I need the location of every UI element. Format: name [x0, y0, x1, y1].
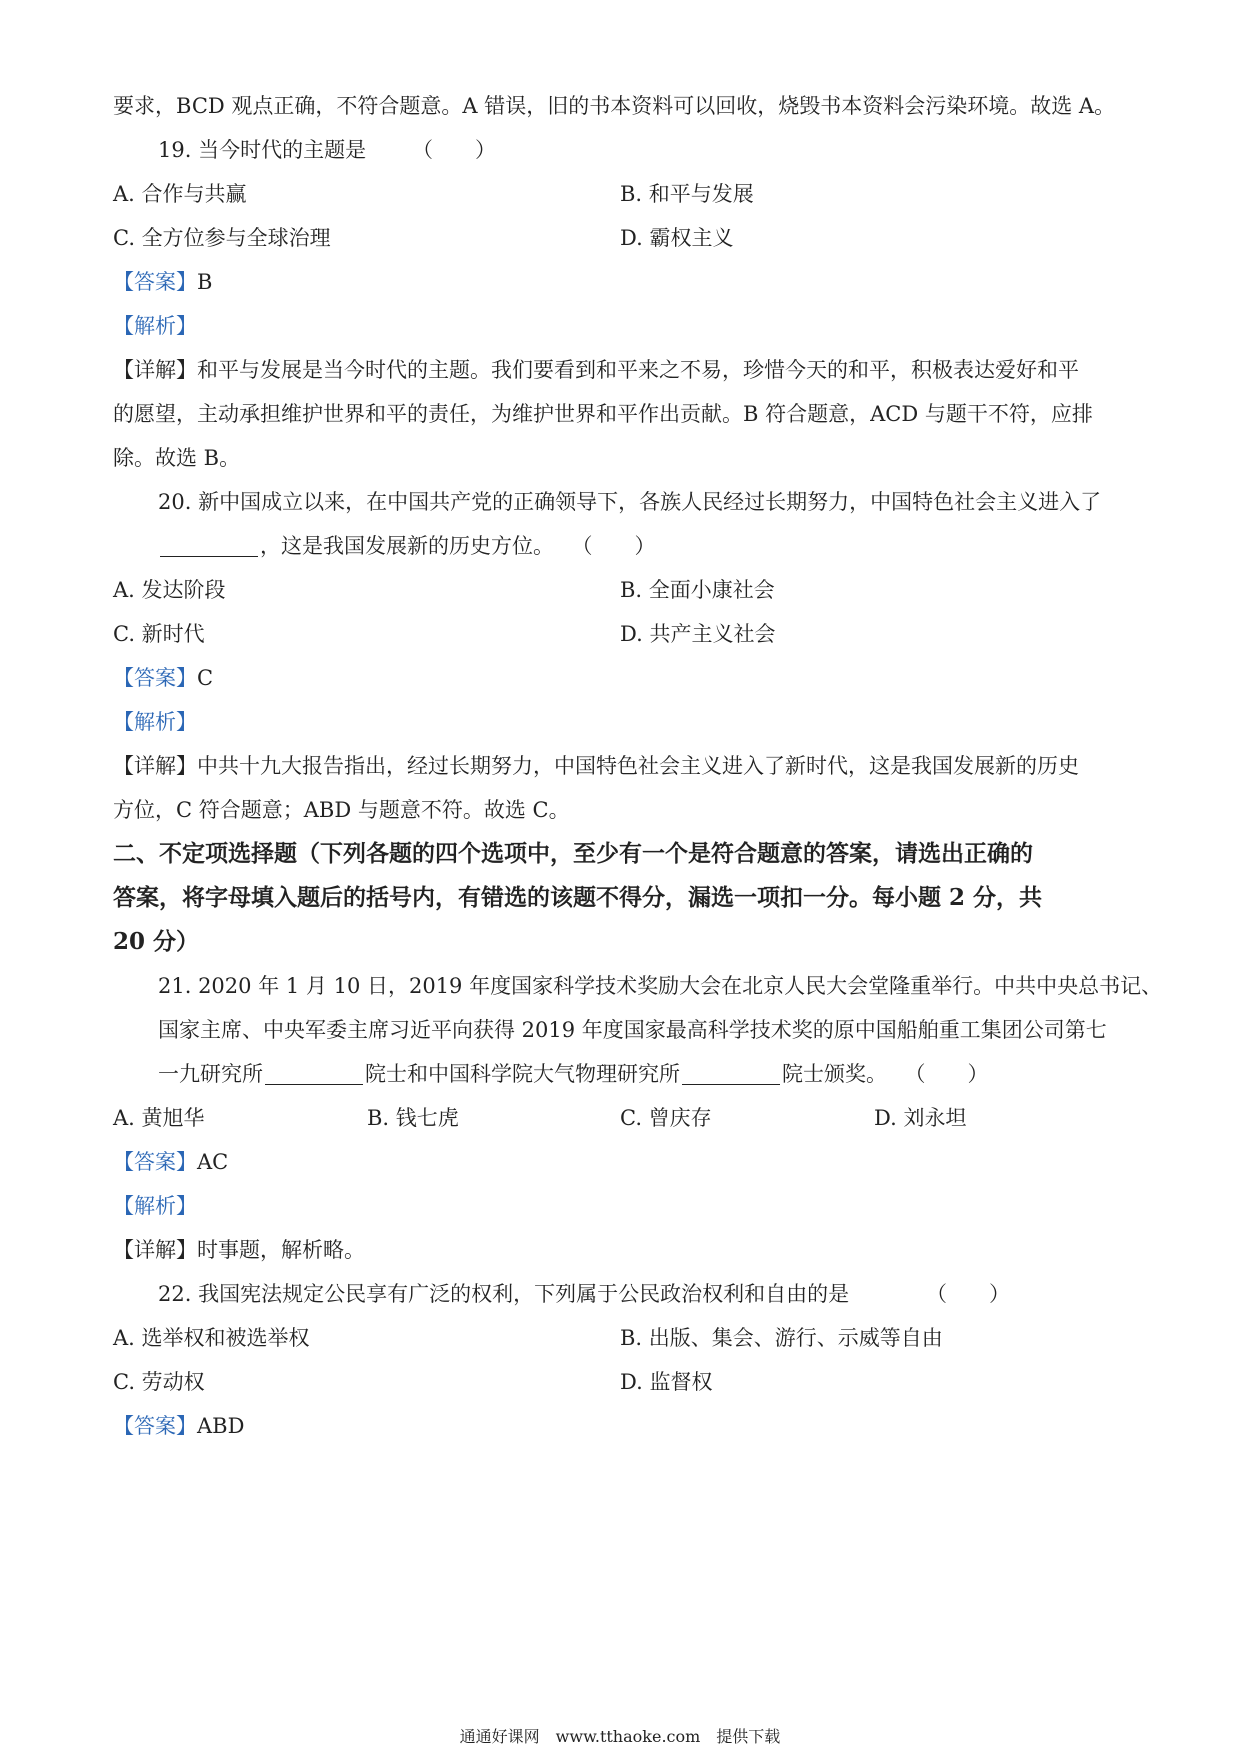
option-d: D. 霸权主义 [620, 226, 734, 250]
question-22-stem [0, 1272, 1240, 1316]
option-d: D. 监督权 [620, 1370, 713, 1394]
option-c: C. 劳动权 [113, 1370, 205, 1394]
section-heading-text: 二、不定项选择题（下列各题的四个选项中，至少有一个是符合题意的答案，请选出正确的 [113, 840, 1033, 867]
detail-text: 中共十九大报告指出，经过长期努力，中国特色社会主义进入了新时代，这是我国发展新的历史 [197, 754, 1079, 778]
analysis-label: 【解析】 [113, 314, 197, 338]
analysis-line [0, 700, 1240, 744]
option-c: C. 全方位参与全球治理 [113, 226, 331, 250]
detail-line [0, 348, 1240, 392]
answer-line [0, 1404, 1240, 1448]
question-text: 一九研究所 [158, 1062, 263, 1086]
option-a: A. 黄旭华 [113, 1106, 205, 1130]
option-b: B. 出版、集会、游行、示威等自由 [620, 1326, 943, 1350]
options-row [0, 1360, 1240, 1404]
detail-text: 除。故选 B。 [113, 446, 241, 470]
question-21-stem [0, 1008, 1240, 1052]
section-heading [0, 832, 1240, 876]
detail-label: 【详解】 [113, 358, 197, 382]
analysis-line [0, 1184, 1240, 1228]
analysis-label: 【解析】 [113, 710, 197, 734]
fill-blank [265, 1064, 363, 1085]
question-text: 国家主席、中央军委主席习近平向获得 2019 年度国家最高科学技术奖的原中国船舶重工集团公司第七 [158, 1018, 1107, 1042]
answer-label: 【答案】 [113, 1414, 197, 1438]
fill-blank [682, 1064, 780, 1085]
options-row [0, 172, 1240, 216]
section-heading-text: 答案，将字母填入题后的括号内，有错选的该题不得分，漏选一项扣一分。每小题 2 分，共 [113, 884, 1043, 911]
option-b: B. 和平与发展 [620, 182, 754, 206]
question-19-stem [0, 128, 1240, 172]
answer-value: B [197, 270, 213, 294]
question-20-stem [0, 524, 1240, 568]
paragraph-text: 要求，BCD 观点正确，不符合题意。A 错误，旧的书本资料可以回收，烧毁书本资料会污染环境。故选 A。 [113, 94, 1116, 118]
answer-paren: （ ） [926, 1282, 1010, 1306]
question-text: 22. 我国宪法规定公民享有广泛的权利，下列属于公民政治权利和自由的是 [158, 1282, 850, 1306]
answer-label: 【答案】 [113, 666, 197, 690]
answer-value: ABD [197, 1414, 245, 1438]
detail-line [0, 744, 1240, 788]
options-row [0, 1096, 1240, 1140]
section-heading-text: 20 分） [113, 928, 200, 955]
question-21-stem [0, 1052, 1240, 1096]
detail-line [0, 392, 1240, 436]
fill-blank [160, 536, 258, 557]
detail-text: 时事题，解析略。 [197, 1238, 365, 1262]
option-b: B. 全面小康社会 [620, 578, 775, 602]
analysis-line [0, 304, 1240, 348]
option-c: C. 新时代 [113, 622, 205, 646]
detail-text: 方位，C 符合题意；ABD 与题意不符。故选 C。 [113, 798, 570, 822]
answer-label: 【答案】 [113, 270, 197, 294]
answer-line [0, 260, 1240, 304]
analysis-label: 【解析】 [113, 1194, 197, 1218]
question-text: 院士和中国科学院大气物理研究所 [365, 1062, 680, 1086]
option-d: D. 刘永坦 [874, 1106, 967, 1130]
options-row [0, 216, 1240, 260]
answer-value: C [197, 666, 214, 690]
question-text: 19. 当今时代的主题是 [158, 138, 367, 162]
option-c: C. 曾庆存 [620, 1106, 712, 1130]
answer-line [0, 1140, 1240, 1184]
page-footer: 通通好课网 www.tthaoke.com 提供下载 [459, 1727, 781, 1746]
question-20-stem [0, 480, 1240, 524]
answer-paren: （ ） [412, 138, 496, 162]
detail-line [0, 1228, 1240, 1272]
detail-text: 的愿望，主动承担维护世界和平的责任，为维护世界和平作出贡献。B 符合题意，ACD 与题干不符，应排 [113, 402, 1093, 426]
section-heading [0, 920, 1240, 964]
detail-label: 【详解】 [113, 1238, 197, 1262]
question-text: 20. 新中国成立以来，在中国共产党的正确领导下，各族人民经过长期努力，中国特色社会主义进入了 [158, 490, 1102, 514]
detail-line [0, 436, 1240, 480]
section-heading [0, 876, 1240, 920]
question-21-stem [0, 964, 1240, 1008]
option-a: A. 合作与共赢 [113, 182, 247, 206]
answer-value: AC [197, 1150, 229, 1174]
answer-paren: （ ） [915, 1062, 989, 1086]
option-a: A. 发达阶段 [113, 578, 226, 602]
question-text: 院士颁奖。 [782, 1062, 887, 1086]
detail-label: 【详解】 [113, 754, 197, 778]
question-text: 21. 2020 年 1 月 10 日，2019 年度国家科学技术奖励大会在北京人民大会堂隆重举行。中共中央总书记、 [158, 974, 1163, 998]
detail-line [0, 788, 1240, 832]
options-row [0, 612, 1240, 656]
answer-label: 【答案】 [113, 1150, 197, 1174]
option-d: D. 共产主义社会 [620, 622, 776, 646]
options-row [0, 568, 1240, 612]
answer-line [0, 656, 1240, 700]
detail-text: 和平与发展是当今时代的主题。我们要看到和平来之不易，珍惜今天的和平，积极表达爱好和平 [197, 358, 1079, 382]
option-b: B. 钱七虎 [367, 1106, 459, 1130]
text-line [0, 84, 1240, 128]
option-a: A. 选举权和被选举权 [113, 1326, 310, 1350]
question-text: ，这是我国发展新的历史方位。 [260, 534, 554, 558]
answer-paren: （ ） [582, 534, 656, 558]
options-row [0, 1316, 1240, 1360]
